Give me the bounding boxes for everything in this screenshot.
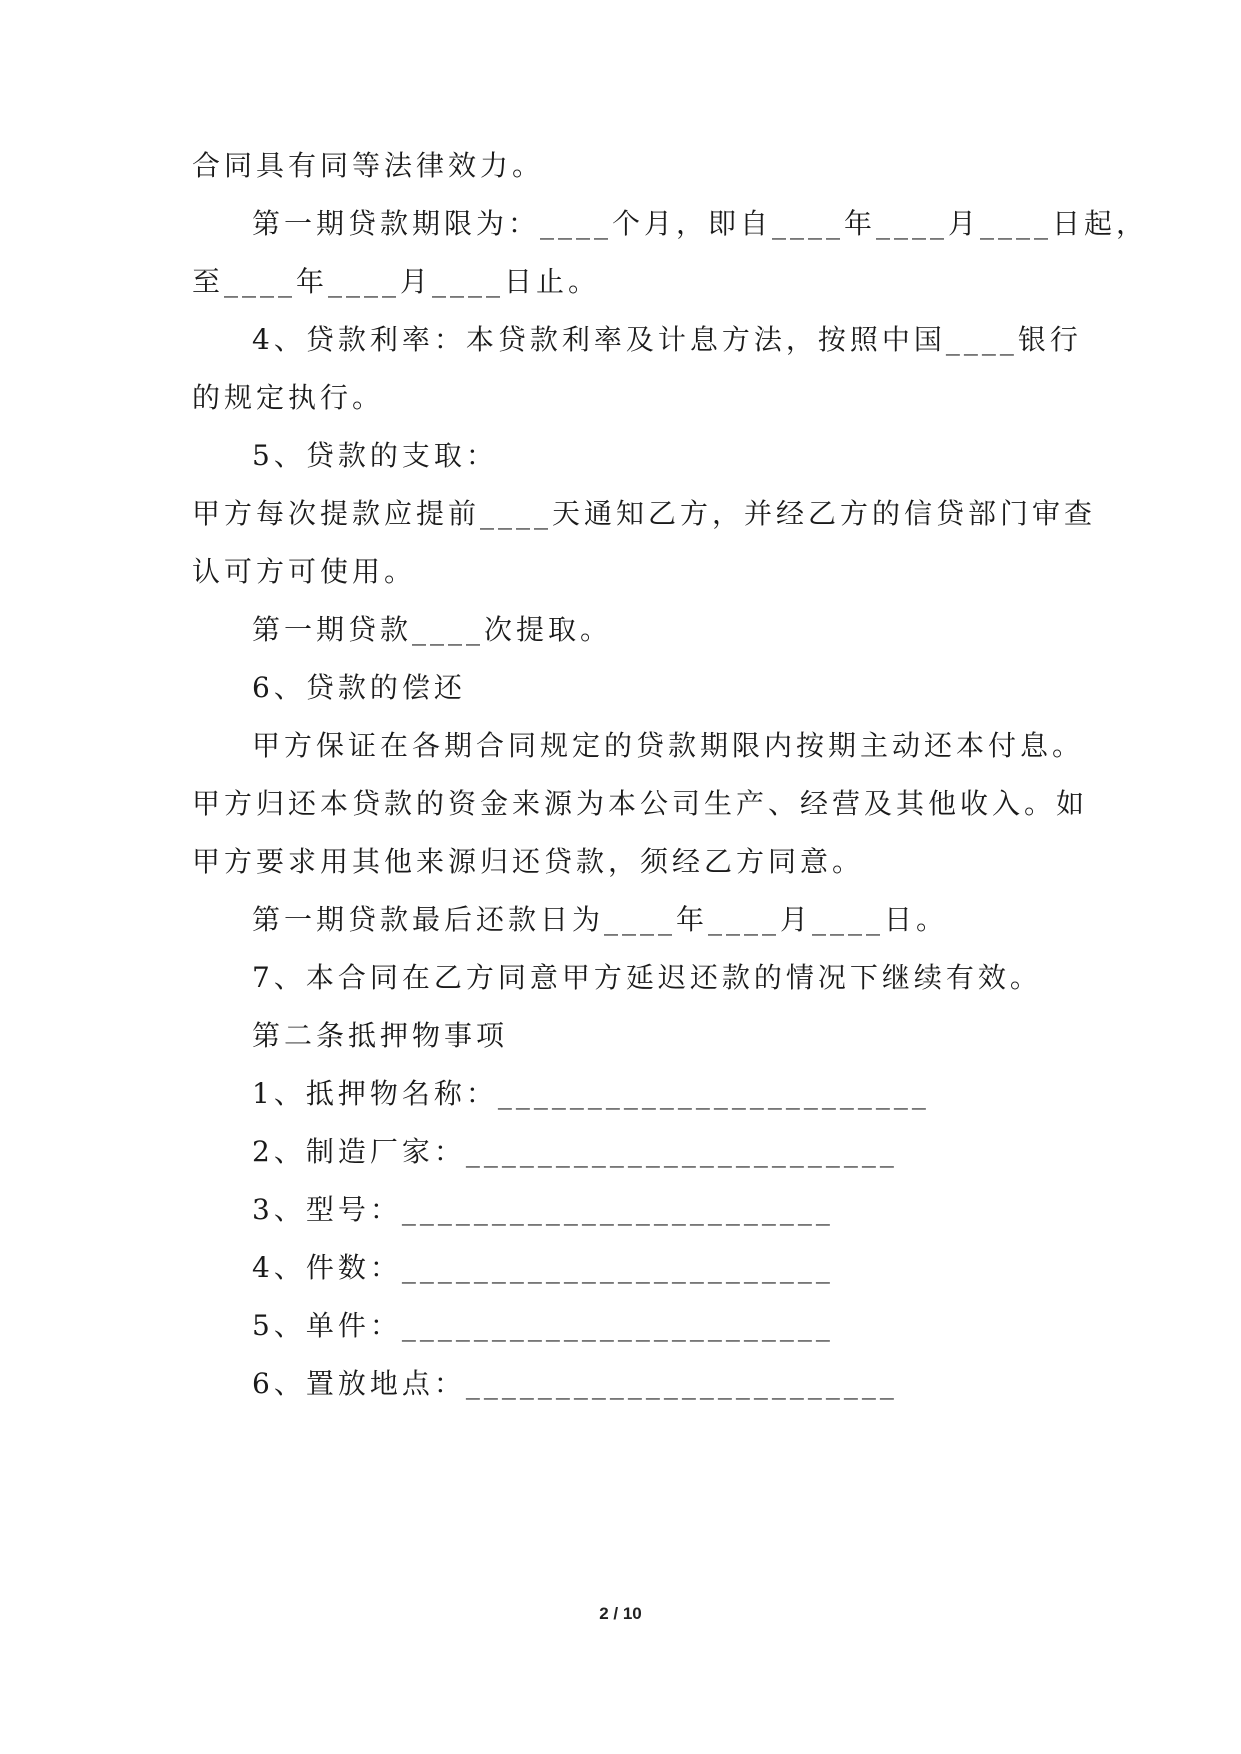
text-line: 第一期贷款期限为：____个月，即自____年____月____日起，: [252, 207, 1149, 240]
text-line: 2、制造厂家：________________________: [252, 1135, 898, 1168]
text-line: 5、贷款的支取：: [252, 439, 498, 472]
text-line: 认可方可使用。: [192, 555, 417, 588]
text-line: 1、抵押物名称：________________________: [252, 1077, 930, 1110]
text-line: 5、单件：________________________: [252, 1309, 834, 1342]
text-line: 甲方要求用其他来源归还贷款，须经乙方同意。: [192, 845, 865, 878]
text-line: 的规定执行。: [192, 381, 385, 414]
text-line: 3、型号：________________________: [252, 1193, 834, 1226]
text-line: 甲方归还本贷款的资金来源为本公司生产、经营及其他收入。如: [192, 787, 1089, 820]
text-line: 7、本合同在乙方同意甲方延迟还款的情况下继续有效。: [252, 961, 1042, 994]
text-line: 6、贷款的偿还: [252, 671, 466, 704]
text-line: 4、件数：________________________: [252, 1251, 834, 1284]
page-number: 2 / 10: [599, 1604, 642, 1623]
text-line: 甲方保证在各期合同规定的贷款期限内按期主动还本付息。: [252, 729, 1085, 762]
text-line: 第一期贷款最后还款日为____年____月____日。: [252, 903, 949, 936]
text-line: 6、置放地点：________________________: [252, 1367, 898, 1400]
text-line: 第一期贷款____次提取。: [252, 613, 613, 646]
text-line: 甲方每次提款应提前____天通知乙方，并经乙方的信贷部门审查: [192, 497, 1097, 530]
text-line: 至____年____月____日止。: [192, 265, 601, 298]
text-line: 4、贷款利率：本贷款利率及计息方法，按照中国____银行: [252, 323, 1082, 356]
text-line: 合同具有同等法律效力。: [192, 149, 545, 182]
section-heading: 第二条抵押物事项: [252, 1019, 509, 1052]
